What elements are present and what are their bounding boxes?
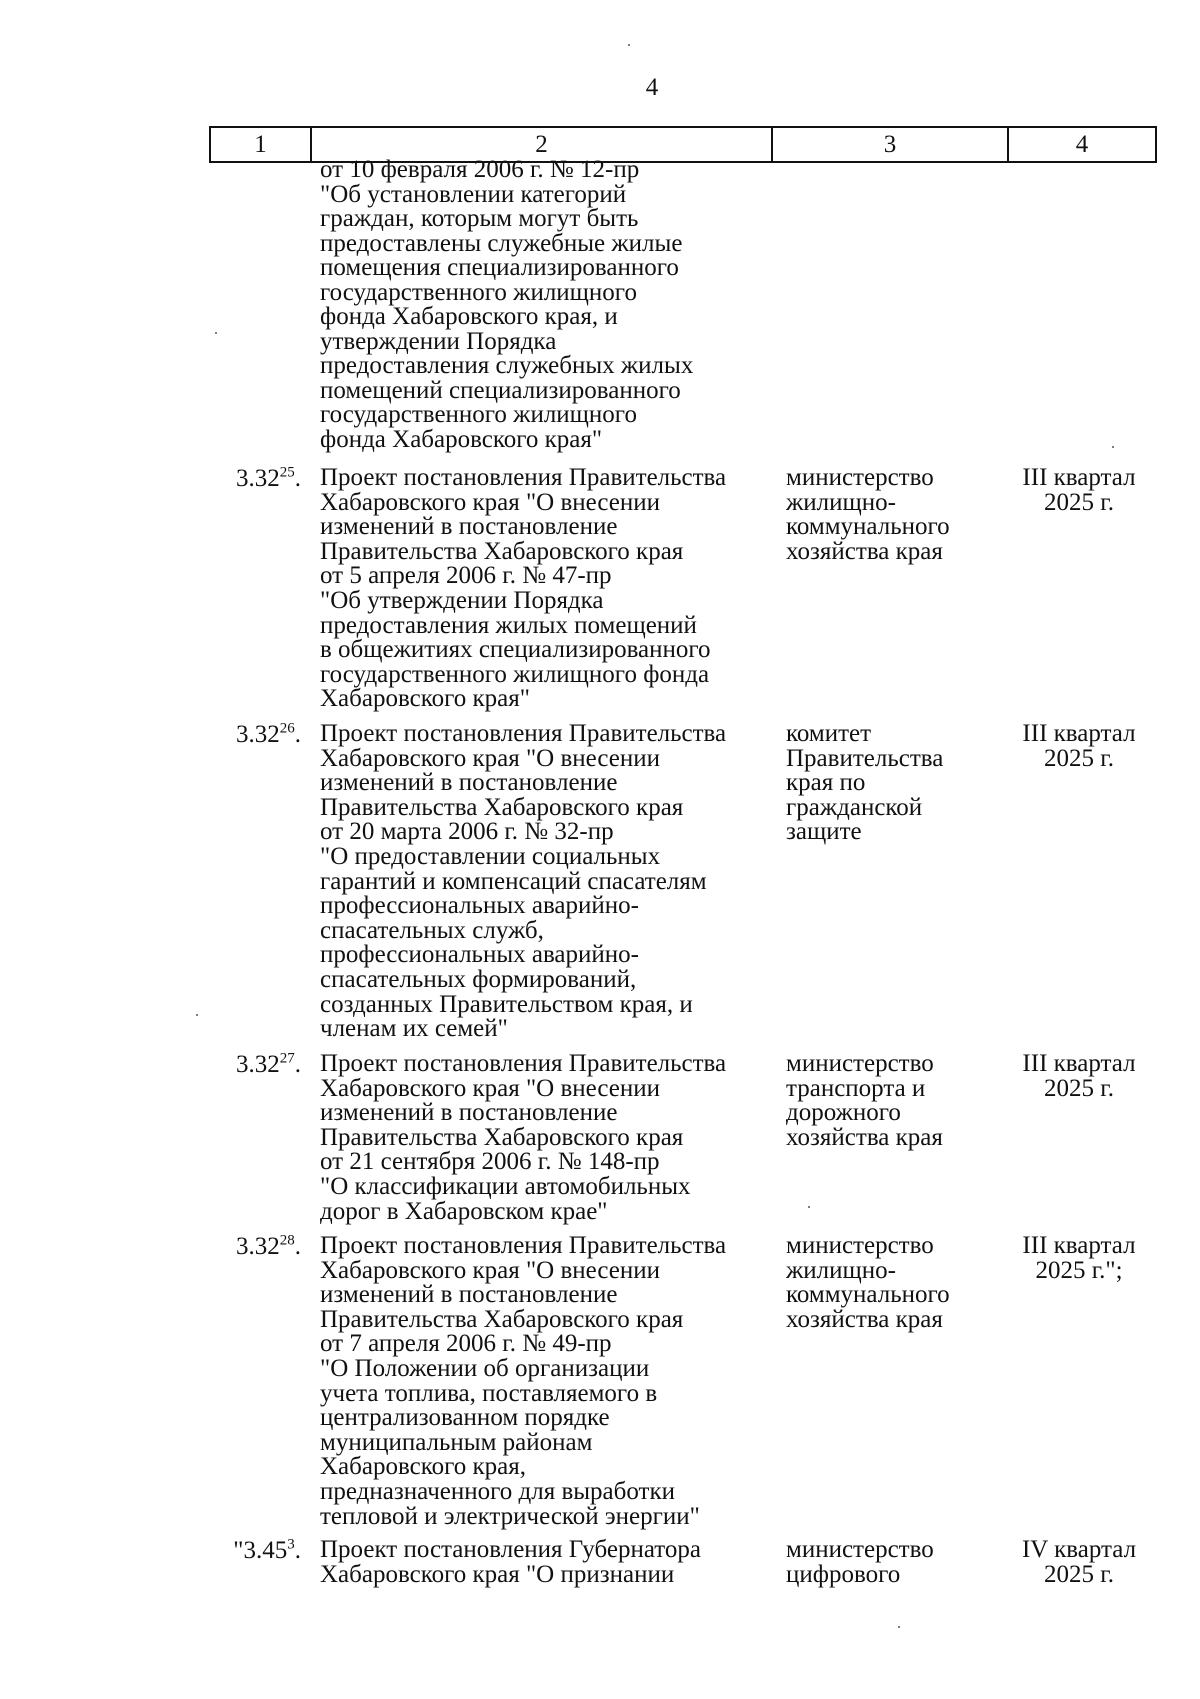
continuation-title: от 10 февраля 2006 г. № 12-пр "Об установлении категорий граждан, которым могут быть предоставлены служебные жилые помещения специализированного государственного жилищного фонда Хабаровского края, и утверждении Порядка предоставления служебных жилых помещений специализированного государственного жилищного фонда Хабаровского края" [320,156,694,453]
scan-speck [196,1014,198,1016]
header-cell-2: 2 [312,128,773,161]
row-number-sup: 28 [279,1232,295,1249]
row-number-sup: 3 [287,1536,295,1553]
row-number-sup: 26 [279,720,295,737]
row-number-base: 3.32 [236,1233,280,1260]
row-title: Проект постановления Правительства Хабаровского края "О внесении изменений в постановление Правительства Хабаровского края от 21 сентября 2006 г. № 148-пр "О классификации автомобильных дорог в Хабаровском крае" [320,1050,727,1225]
row-title: Проект постановления Правительства Хабаровского края "О внесении изменений в постановление Правительства Хабаровского края от 7 апреля 2006 г. № 49-пр "О Положении об организации учета топлива, поставляемого в централизованном порядке муниципальным районам Хабаровского края, предназначенного для выработки тепловой и электрической энергии" [320,1232,727,1530]
header-cell-3: 3 [773,128,1009,161]
row-number-base: 3.32 [236,721,280,748]
row-number-suffix: . [294,465,301,492]
row-number-suffix: . [294,1233,301,1260]
header-cell-4: 4 [1075,131,1089,158]
scan-speck [898,1626,900,1628]
row-number-sup: 27 [279,1050,295,1067]
header-cell-1: 1 [211,128,312,161]
scan-speck [215,332,217,334]
row-organization: министерство транспорта и дорожного хозяйства края [786,1050,943,1151]
row-number [205,466,301,492]
row-organization: министерство жилищно- коммунального хозяйства края [786,1232,950,1333]
row-number-suffix: . [294,1051,301,1078]
row-deadline: III квартал 2025 г. [1022,720,1136,772]
row-number-suffix: . [294,721,301,748]
row-title: Проект постановления Правительства Хабаровского края "О внесении изменений в постановление Правительства Хабаровского края от 5 апреля 2006 г. № 47-пр "Об утверждении Порядка предоставления жилых помещений в общежитиях специализированного государственного жилищного фонда Хабаровского края" [320,464,727,713]
row-number [205,722,301,748]
scan-speck [808,1206,810,1208]
row-number-prefix: " [233,1537,244,1564]
row-number [205,1234,301,1260]
row-organization: министерство жилищно- коммунального хозяйства края [786,464,950,565]
row-deadline: III квартал 2025 г. [1022,464,1136,516]
page-number: 4 [645,74,659,101]
row-title: Проект постановления Правительства Хабаровского края "О внесении изменений в постановление Правительства Хабаровского края от 20 марта 2006 г. № 32-пр "О предоставлении социальных гарантий и компенсаций спасателям профессиональных аварийно- спасательных служб, профессиональных аварийно- спасательных формирований, созданных Правительством края, и членам их семей" [320,720,727,1043]
row-number-base: 3.45 [243,1537,288,1564]
row-number-suffix: . [294,1537,301,1564]
row-deadline: III квартал 2025 г."; [1022,1232,1136,1284]
row-number-base: 3.32 [236,1051,280,1078]
row-title: Проект постановления Губернатора Хабаровского края "О признании [320,1536,701,1588]
row-organization: министерство цифрового [786,1536,934,1588]
scan-speck [628,44,630,46]
row-organization: комитет Правительства края по гражданской защите [786,720,944,846]
row-deadline: III квартал 2025 г. [1022,1050,1136,1102]
row-number-sup: 25 [279,464,295,481]
row-number [205,1052,301,1078]
row-deadline: IV квартал 2025 г. [1021,1536,1137,1588]
scan-speck [1112,446,1114,448]
row-number-base: 3.32 [236,465,280,492]
row-number [205,1538,301,1564]
